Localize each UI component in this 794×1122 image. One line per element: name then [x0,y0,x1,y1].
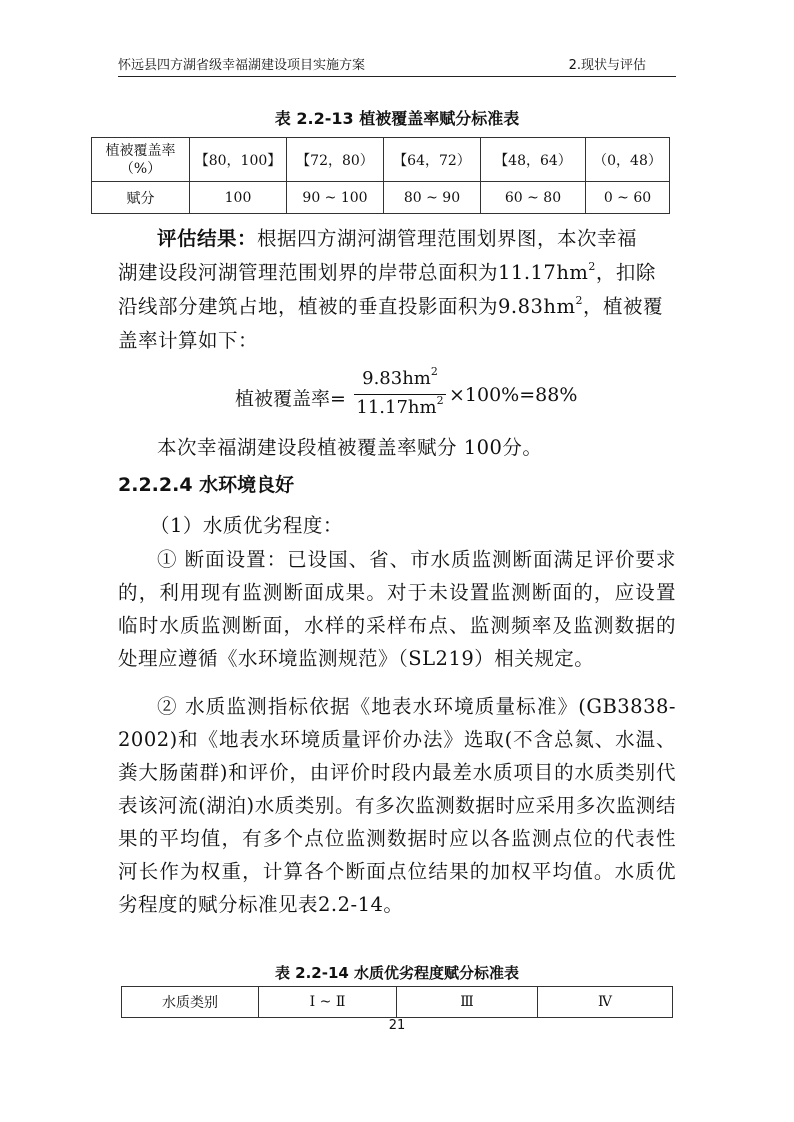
result-label: 评估结果： [157,227,258,250]
result-text: ，扣除 [595,261,656,284]
table-cell: 60 ~ 80 [481,182,586,214]
page-header [118,52,676,77]
table-cell: 0 ~ 60 [586,182,670,214]
table-cell: Ⅰ ~ Ⅱ [259,987,397,1018]
formula-numerator [354,365,446,395]
result-text: 湖建设段河湖管理范围划界的岸带总面积为11.17hm [118,261,589,284]
result-text: 根据四方湖河湖管理范围划界图，本次幸福 [257,227,638,250]
water-quality-score-table [121,986,673,1018]
paragraph-section-setting: ① 断面设置：已设国、省、市水质监测断面满足评价要求的，利用现有监测断面成果。对于未设置监测断面的，应设置临时水质监测断面，水样的采样布点、监测频率及监测数据的处理应遵循《水环境监测规范》（SL219）相关规定。 [118,548,676,670]
result-line-2 [118,257,656,285]
result-line-3 [118,291,663,319]
header-chapter: 2.现状与评估 [568,58,646,73]
table-cell: 水质类别 [122,987,259,1018]
header-document-title: 怀远县四方湖省级幸福湖建设项目实施方案 [118,58,366,73]
result-line-4: 盖率计算如下： [118,329,259,352]
table-row [92,182,670,214]
page-number: 21 [388,1018,406,1033]
section-heading: 2.2.2.4 水环境良好 [118,474,295,496]
formula-denominator [354,395,446,423]
table-cell: 【48，64） [481,138,586,182]
table-cell: 100 [190,182,287,214]
superscript: 2 [575,294,583,307]
table-cell: 【64，72） [384,138,481,182]
table-row [122,987,673,1018]
paragraph-monitoring-indicators: ② 水质监测指标依据《地表水环境质量标准》(GB3838-2002)和《地表水环境质量评价办法》选取(不含总氮、水温、粪大肠菌群)和评价，由评价时段内最差水质项目的水质类别代表该河流(湖泊)水质类别。有多次监测数据时应采用多次监测结果的平均值，有多个点位监测数据时应以各监测点位的代表性河长作为权重，计算各个断面点位结果的加权平均值。水质优劣程度的赋分标准见表2.2-14。 [118,695,676,916]
result-line-1 [157,223,637,251]
denominator-text: 11.17hm [356,397,437,418]
superscript: 2 [436,394,444,407]
result-text: ，植被覆 [582,295,663,318]
table-cell: 赋分 [92,182,190,214]
table-cell: 植被覆盖率（%） [92,138,190,182]
formula-fraction [354,365,446,423]
item-heading: （1）水质优劣程度： [150,514,343,537]
table-cell: Ⅲ [397,987,538,1018]
table-row [92,138,670,182]
table1-caption: 表 2.2-13 植被覆盖率赋分标准表 [274,109,520,128]
formula-result: ×100%=88% [449,384,578,406]
superscript: 2 [588,260,596,273]
formula-label: 植被覆盖率= [235,388,346,410]
table-cell: 【72，80） [287,138,384,182]
table-cell: 【80，100】 [190,138,287,182]
vegetation-score-table [91,137,670,214]
result-text: 沿线部分建筑占地，植被的垂直投影面积为9.83hm [118,295,576,318]
table-cell: 90 ~ 100 [287,182,384,214]
superscript: 2 [430,365,438,378]
table-cell: Ⅳ [538,987,673,1018]
conclusion-text: 本次幸福湖建设段植被覆盖率赋分 100分。 [157,436,543,459]
table-cell: 80 ~ 90 [384,182,481,214]
table-cell: （0，48） [586,138,670,182]
numerator-text: 9.83hm [362,368,431,389]
table2-caption: 表 2.2-14 水质优劣程度赋分标准表 [274,964,520,982]
